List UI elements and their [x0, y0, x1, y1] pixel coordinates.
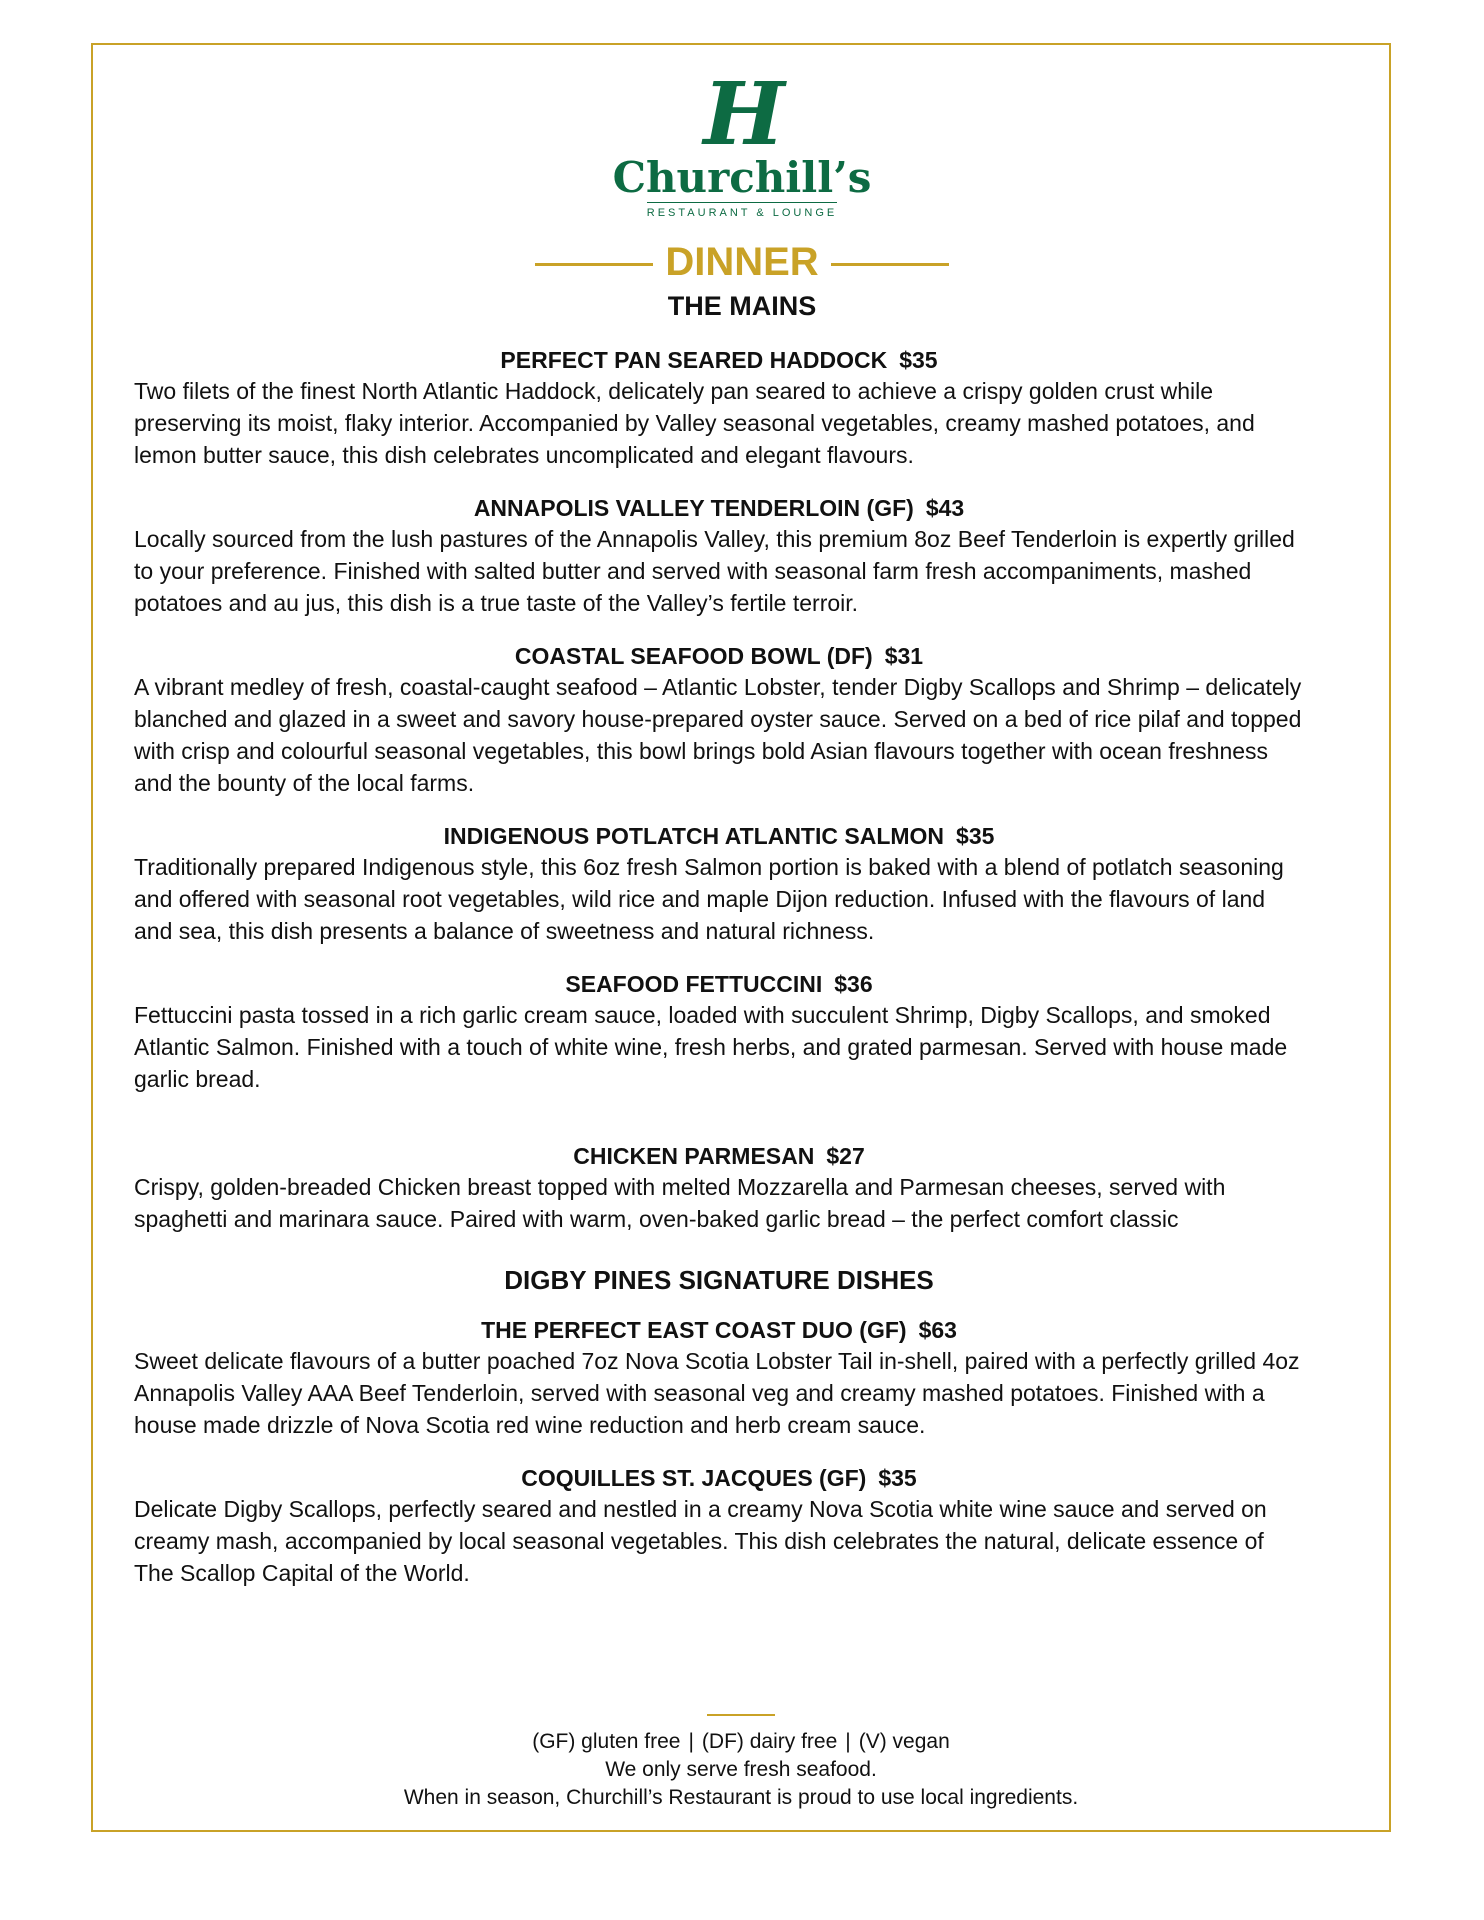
section-title-mains: THE MAINS: [667, 291, 817, 321]
menu-title: [0, 240, 1484, 284]
item-name: SEAFOOD FETTUCCINI: [565, 971, 823, 997]
item-price: $63: [918, 1317, 957, 1343]
item-price: $31: [884, 643, 924, 669]
item-price: $27: [826, 1143, 865, 1169]
item-description: Traditionally prepared Indigenous style, this 6oz fresh Salmon portion is baked with a blend of potlatch seasoning and offered with seasonal root vegetables, wild rice and maple Dijon reduction. Infused with the flavours of land and sea, this dish presents a balance of sweetness and natural richness.: [134, 854, 1284, 944]
legend-gf: (GF) gluten free: [532, 1730, 681, 1753]
item-description: Fettuccini pasta tossed in a rich garlic cream sauce, loaded with succulent Shrimp, Digby Scallops, and smoked Atlantic Salmon. Finished with a touch of white wine, fresh herbs, and grated parmesan. Served with house made garlic bread.: [134, 1002, 1288, 1092]
item-price: $35: [899, 347, 938, 373]
item-description: Crispy, golden-breaded Chicken breast topped with melted Mozzarella and Parmesan cheeses, served with spaghetti and marinara sauce. Paired with warm, oven-baked garlic bread – the perfect comfort classic: [134, 1174, 1226, 1232]
menu-item: [134, 641, 1304, 799]
item-price: $36: [834, 971, 873, 997]
item-header: [134, 1315, 1304, 1345]
logo-monogram: H: [703, 64, 781, 165]
item-description: Locally sourced from the lush pastures of the Annapolis Valley, this premium 8oz Beef Tenderloin is expertly grilled to your preference. Finished with salted butter and served with seasonal farm fresh accompaniments, mashed potatoes and au jus, this dish is a true taste of the Valley’s fertile terroir.: [134, 526, 1295, 616]
menu-item: [134, 1141, 1304, 1235]
item-header: [134, 493, 1304, 523]
legend-df: (DF) dairy free: [701, 1730, 838, 1753]
seafood-note: We only serve fresh seafood.: [605, 1758, 877, 1781]
item-name: CHICKEN PARMESAN: [573, 1143, 815, 1169]
item-header: [134, 1141, 1304, 1171]
item-price: $35: [878, 1465, 917, 1491]
menu-title-text: DINNER: [665, 240, 819, 284]
restaurant-logo: [0, 64, 1484, 221]
menu-item: [134, 1463, 1304, 1589]
footer-rule: [707, 1714, 775, 1716]
title-rule-right: [831, 263, 949, 266]
mains-list: [134, 345, 1304, 1235]
item-header: [134, 641, 1304, 671]
spacer: [134, 1117, 1304, 1141]
item-header: [134, 821, 1304, 851]
section-title-signature: DIGBY PINES SIGNATURE DISHES: [504, 1265, 934, 1295]
title-rule-left: [535, 263, 653, 266]
item-header: [134, 969, 1304, 999]
legend-v: (V) vegan: [858, 1730, 950, 1753]
legend-separator: |: [845, 1730, 851, 1753]
menu-body: [134, 345, 1304, 1611]
logo-tagline: RESTAURANT & LOUNGE: [647, 202, 837, 219]
item-name: THE PERFECT EAST COAST DUO (GF): [481, 1317, 907, 1343]
item-name: ANNAPOLIS VALLEY TENDERLOIN (GF): [473, 495, 914, 521]
menu-item: [134, 493, 1304, 619]
item-description: Delicate Digby Scallops, perfectly seared and nestled in a creamy Nova Scotia white wine sauce and served on creamy mash, accompanied by local seasonal vegetables. This dish celebrates the natural, delicate essence of The Scallop Capital of the World.: [134, 1496, 1267, 1586]
logo-name: Churchill’s: [612, 153, 872, 202]
menu-item: [134, 1315, 1304, 1441]
local-note: When in season, Churchill’s Restaurant is proud to use local ingredients.: [403, 1786, 1079, 1809]
menu-item: [134, 969, 1304, 1095]
signature-list: [134, 1315, 1304, 1589]
item-header: [134, 345, 1304, 375]
item-name: PERFECT PAN SEARED HADDOCK: [500, 347, 888, 373]
item-name: INDIGENOUS POTLATCH ATLANTIC SALMON: [443, 823, 945, 849]
item-description: A vibrant medley of fresh, coastal-caught seafood – Atlantic Lobster, tender Digby Scallops and Shrimp – delicately blanched and glazed in a sweet and savory house-prepared oyster sauce. Served on a bed of rice pilaf and topped with crisp and colourful seasonal vegetables, this bowl brings bold Asian flavours together with ocean freshness and the bounty of the local farms.: [134, 674, 1302, 796]
item-price: $35: [956, 823, 995, 849]
item-name: COQUILLES ST. JACQUES (GF): [521, 1465, 867, 1491]
menu-item: [134, 345, 1304, 471]
dietary-legend: [91, 1728, 1391, 1756]
menu-footer: [91, 1714, 1391, 1812]
item-description: Two filets of the finest North Atlantic Haddock, delicately pan seared to achieve a crispy golden crust while preserving its moist, flaky interior. Accompanied by Valley seasonal vegetables, creamy mashed potatoes, and lemon butter sauce, this dish celebrates uncomplicated and elegant flavours.: [134, 378, 1255, 468]
item-price: $43: [925, 495, 965, 521]
item-description: Sweet delicate flavours of a butter poached 7oz Nova Scotia Lobster Tail in-shell, paired with a perfectly grilled 4oz Annapolis Valley AAA Beef Tenderloin, served with seasonal veg and creamy mashed potatoes. Finished with a house made drizzle of Nova Scotia red wine reduction and herb cream sauce.: [134, 1348, 1300, 1438]
item-name: COASTAL SEAFOOD BOWL (DF): [514, 643, 873, 669]
legend-separator: |: [688, 1730, 694, 1753]
item-header: [134, 1463, 1304, 1493]
menu-item: [134, 821, 1304, 947]
